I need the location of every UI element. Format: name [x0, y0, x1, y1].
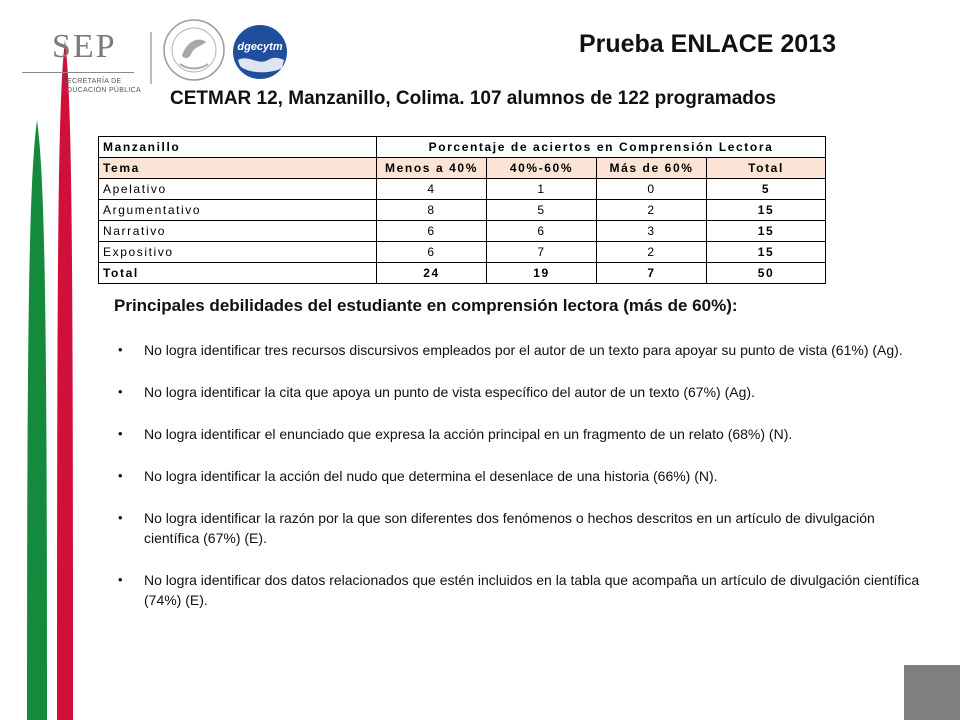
table-row — [99, 242, 826, 263]
column-header: Más de 60% — [597, 158, 707, 179]
table-cell: 2 — [597, 242, 707, 263]
list-item-text: No logra identificar la razón por la que son diferentes dos fenómenos o hechos descritos en un artículo de divulgación científica (67%) (E). — [144, 510, 875, 546]
table-total-row — [99, 263, 826, 284]
table-row — [99, 179, 826, 200]
table-cell: 7 — [487, 242, 597, 263]
table-cell: 5 — [487, 200, 597, 221]
logo-divider — [150, 32, 152, 84]
table-cell: 5 — [707, 179, 826, 200]
list-item-text: No logra identificar dos datos relacionados que estén incluidos en la tabla que acompaña un artículo de divulgación científica (74%) (E). — [144, 572, 920, 608]
list-item — [118, 382, 930, 402]
table-column-header-row — [99, 158, 826, 179]
table-cell: 15 — [707, 200, 826, 221]
table-cell: 19 — [487, 263, 597, 284]
table-cell: 7 — [597, 263, 707, 284]
sep-logo-rule — [22, 72, 134, 73]
green-stripe-decoration — [26, 120, 48, 720]
section-heading: Principales debilidades del estudiante en comprensión lectora (más de 60%): — [114, 296, 738, 315]
list-item-text: No logra identificar tres recursos discursivos empleados por el autor de un texto para apoyar su punto de vista (61%) (Ag). — [144, 342, 903, 358]
table-row — [99, 221, 826, 242]
table-cell: 24 — [377, 263, 487, 284]
bullet-icon: • — [118, 468, 123, 483]
column-header: Menos a 40% — [377, 158, 487, 179]
page-title: Prueba ENLACE 2013 — [578, 30, 836, 58]
table-region-label: Manzanillo — [99, 137, 377, 158]
bullet-icon: • — [118, 342, 123, 357]
table-cell: 6 — [377, 242, 487, 263]
list-item — [118, 424, 930, 444]
column-header: Total — [707, 158, 826, 179]
list-item — [118, 570, 930, 610]
list-item-text: No logra identificar el enunciado que expresa la acción principal en un fragmento de un relato (68%) (N). — [144, 426, 793, 442]
bullet-icon: • — [118, 572, 123, 587]
dgecytm-logo-text: dgecytm — [237, 41, 283, 53]
corner-decoration — [904, 665, 960, 720]
column-header: Tema — [99, 158, 377, 179]
table-group-header: Porcentaje de aciertos en Comprensión Lectora — [377, 137, 826, 158]
table-cell: 50 — [707, 263, 826, 284]
sep-logo — [22, 28, 142, 94]
results-table — [98, 136, 826, 284]
sep-logo-subtitle-1: SECRETARÍA DE — [62, 78, 122, 85]
table-cell: Narrativo — [99, 221, 377, 242]
sep-logo-subtitle-2: EDUCACIÓN PÚBLICA — [62, 87, 142, 94]
national-emblem-icon — [160, 12, 228, 92]
table-cell: 3 — [597, 221, 707, 242]
table-cell: 6 — [487, 221, 597, 242]
list-item — [118, 508, 930, 548]
list-item — [118, 340, 930, 360]
page-subtitle: CETMAR 12, Manzanillo, Colima. 107 alumnos de 122 programados — [170, 88, 777, 109]
bullet-icon: • — [118, 426, 123, 441]
bullet-icon: • — [118, 384, 123, 399]
table-row — [99, 200, 826, 221]
table-cell: 1 — [487, 179, 597, 200]
table-cell: 4 — [377, 179, 487, 200]
weakness-list — [118, 340, 930, 632]
red-stripe-decoration — [56, 40, 74, 720]
column-header: 40%-60% — [487, 158, 597, 179]
table-cell: Expositivo — [99, 242, 377, 263]
table-cell: 0 — [597, 179, 707, 200]
table-cell: Argumentativo — [99, 200, 377, 221]
list-item — [118, 466, 930, 486]
bullet-icon: • — [118, 510, 123, 525]
table-cell: 2 — [597, 200, 707, 221]
table-cell: 8 — [377, 200, 487, 221]
table-header-row — [99, 137, 826, 158]
list-item-text: No logra identificar la acción del nudo que determina el desenlace de una historia (66%) (N). — [144, 468, 718, 484]
dgecytm-logo — [232, 24, 288, 80]
table-cell: 6 — [377, 221, 487, 242]
table-cell: 15 — [707, 221, 826, 242]
table-cell: Apelativo — [99, 179, 377, 200]
sep-logo-text: SEP — [52, 28, 117, 65]
table-cell: 15 — [707, 242, 826, 263]
table-cell: Total — [99, 263, 377, 284]
list-item-text: No logra identificar la cita que apoya un punto de vista específico del autor de un texto (67%) (Ag). — [144, 384, 755, 400]
